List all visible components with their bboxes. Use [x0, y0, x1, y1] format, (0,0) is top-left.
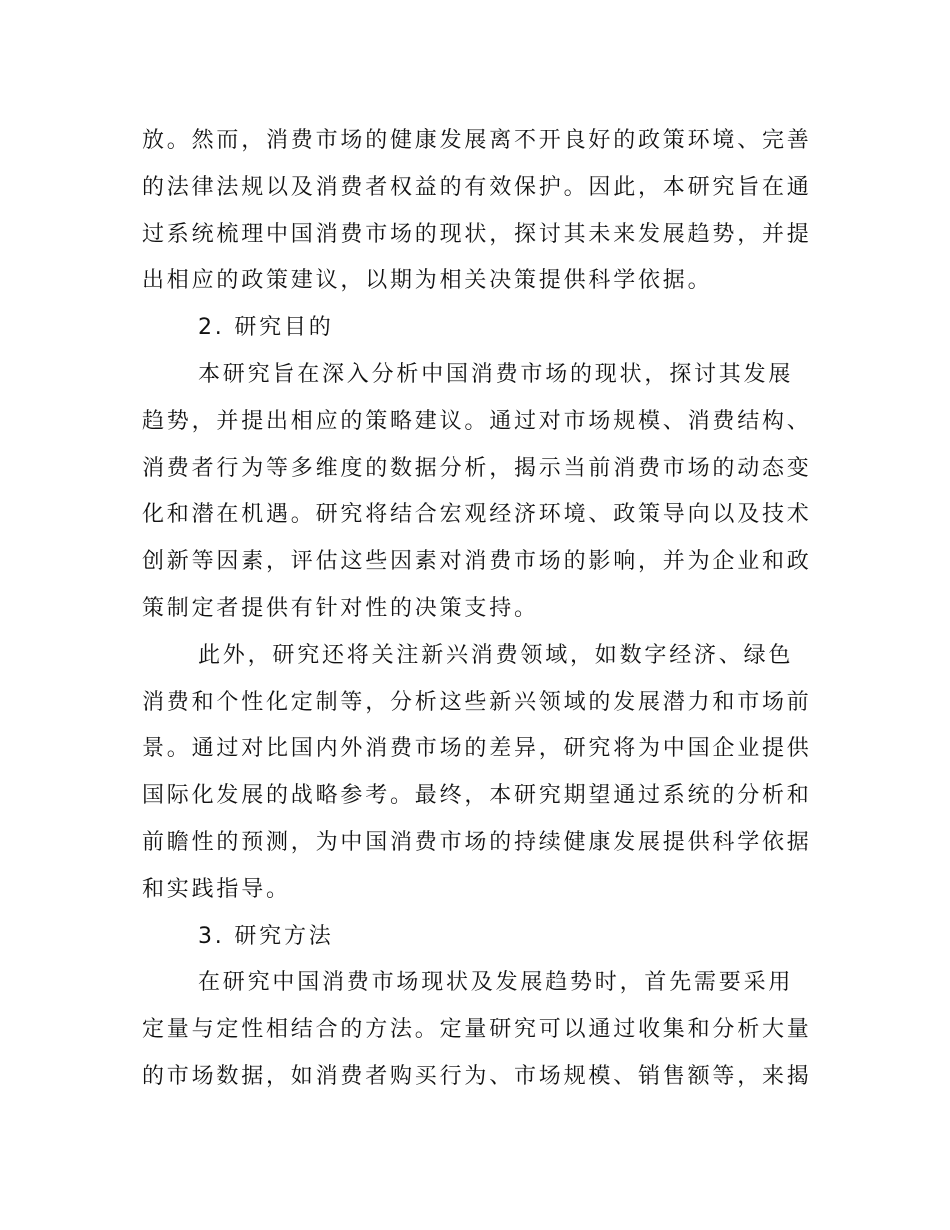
section-heading-research-method: 3. 研究方法: [198, 923, 334, 949]
paragraph-intro-end: [142, 118, 812, 305]
text-line: 策制定者提供有针对性的决策支持。: [142, 595, 539, 621]
section-heading-research-purpose: 2. 研究目的: [198, 315, 334, 341]
text-line: 的法律法规以及消费者权益的有效保护。因此，本研究旨在通: [142, 174, 812, 200]
text-line: 和实践指导。: [142, 876, 291, 902]
text-line: 创新等因素，评估这些因素对消费市场的影响，并为企业和政: [142, 549, 812, 575]
text-line: 在研究中国消费市场现状及发展趋势时，首先需要采用: [198, 970, 794, 996]
text-line: 消费者行为等多维度的数据分析，揭示当前消费市场的动态变: [142, 455, 812, 481]
document-body: [142, 118, 812, 1101]
text-line: 趋势，并提出相应的策略建议。通过对市场规模、消费结构、: [142, 408, 812, 434]
text-line: 此外，研究还将关注新兴消费领域，如数字经济、绿色: [198, 642, 794, 668]
text-line: 化和潜在机遇。研究将结合宏观经济环境、政策导向以及技术: [142, 502, 812, 528]
paragraph-purpose-2: [142, 633, 812, 914]
paragraph-method: [142, 960, 812, 1100]
text-line: 出相应的政策建议，以期为相关决策提供科学依据。: [142, 268, 713, 294]
text-line: 定量与定性相结合的方法。定量研究可以通过收集和分析大量: [142, 1017, 812, 1043]
text-line: 消费和个性化定制等，分析这些新兴领域的发展潜力和市场前: [142, 689, 812, 715]
text-line: 的市场数据，如消费者购买行为、市场规模、销售额等，来揭: [142, 1063, 812, 1089]
text-line: 景。通过对比国内外消费市场的差异，研究将为中国企业提供: [142, 736, 812, 762]
text-line: 放。然而，消费市场的健康发展离不开良好的政策环境、完善: [142, 128, 812, 153]
text-line: 本研究旨在深入分析中国消费市场的现状，探讨其发展: [198, 361, 794, 387]
text-line: 前瞻性的预测，为中国消费市场的持续健康发展提供科学依据: [142, 829, 812, 855]
paragraph-purpose-1: [142, 352, 812, 633]
text-line: 过系统梳理中国消费市场的现状，探讨其未来发展趋势，并提: [142, 221, 812, 247]
text-line: 国际化发展的战略参考。最终，本研究期望通过系统的分析和: [142, 783, 812, 809]
